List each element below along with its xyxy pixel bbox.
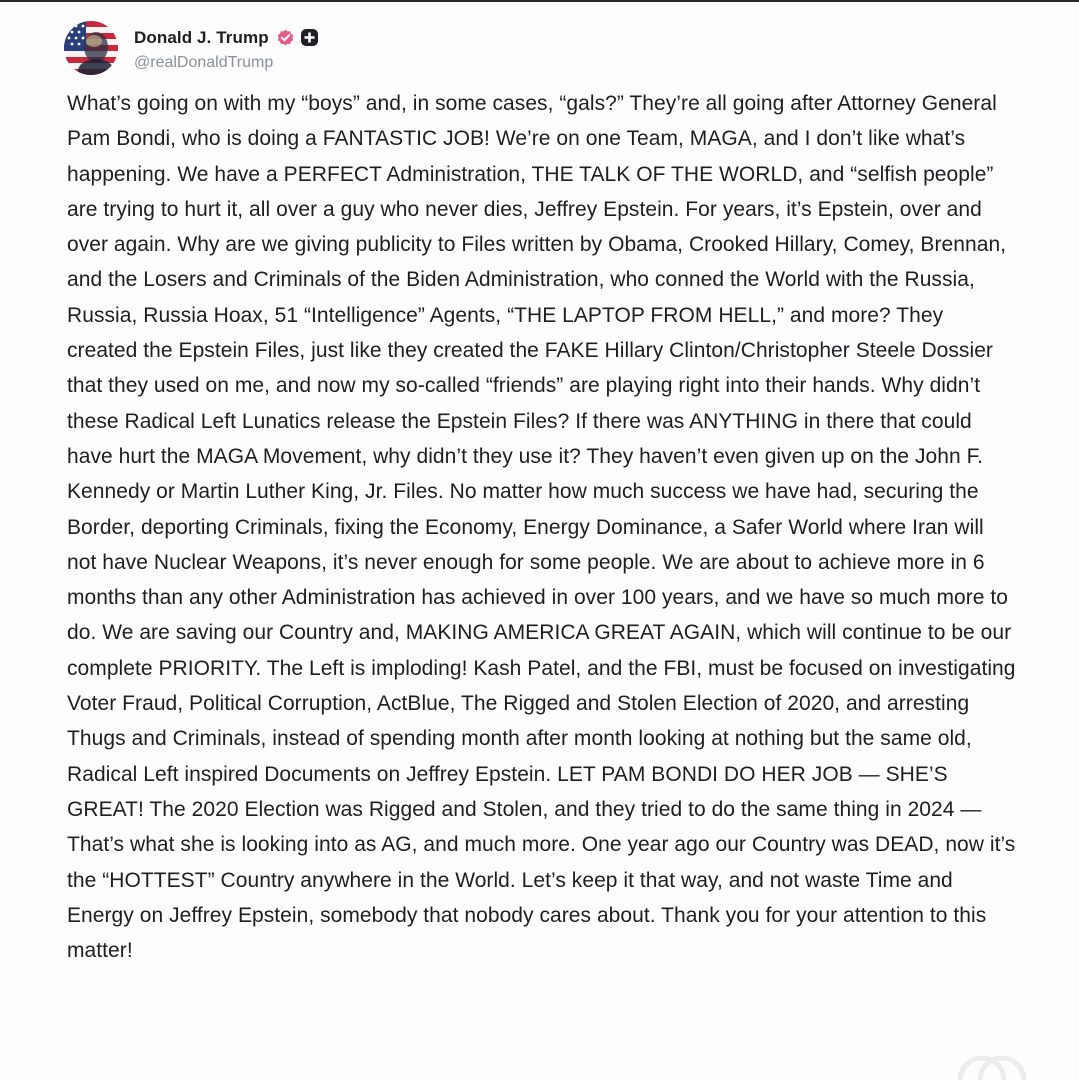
author-avatar[interactable]	[64, 21, 118, 75]
watermark-logo-icon	[950, 1050, 1030, 1080]
author-identity	[134, 25, 319, 72]
author-display-name[interactable]: Donald J. Trump	[134, 27, 269, 47]
post-header	[64, 18, 319, 78]
post-body-text: What’s going on with my “boys” and, in some cases, “gals?” They’re all going after Attorney General Pam Bondi, who is doing a FANTASTIC JOB! We’re on one Team, MAGA, and I don’t like what’s happening. We have a PERFECT Administration, THE TALK OF THE WORLD, and “selfish people” are trying to hurt it, all over a guy who never dies, Jeffrey Epstein. For years, it’s Epstein, over and over again. Why are we giving publicity to Files written by Obama, Crooked Hillary, Comey, Brennan, and the Losers and Criminals of the Biden Administration, who conned the World with the Russia, Russia, Russia Hoax, 51 “Intelligence” Agents, “THE LAPTOP FROM HELL,” and more? They created the Epstein Files, just like they created the FAKE Hillary Clinton/Christopher Steele Dossier that they used on me, and now my so-called “friends” are playing right into their hands. Why didn’t these Radical Left Lunatics release the Epstein Files? If there was ANYTHING in there that could have hurt the MAGA Movement, why didn’t they use it? They haven’t even given up on the John F. Kennedy or Martin Luther King, Jr. Files. No matter how much success we have had, securing the Border, deporting Criminals, fixing the Economy, Energy Dominance, a Safer World where Iran will not have Nuclear Weapons, it’s never enough for some people. We are about to achieve more in 6 months than any other Administration has achieved in over 100 years, and we have so much more to do. We are saving our Country and, MAKING AMERICA GREAT AGAIN, which will continue to be our complete PRIORITY. The Left is imploding! Kash Patel, and the FBI, must be focused on investigating Voter Fraud, Political Corruption, ActBlue, The Rigged and Stolen Election of 2020, and arresting Thugs and Criminals, instead of spending month after month looking at nothing but the same old, Radical Left inspired Documents on Jeffrey Epstein. LET PAM BONDI DO HER JOB — SHE’S GREAT! The 2020 Election was Rigged and Stolen, and they tried to do the same thing in 2024 — That’s what she is looking into as AG, and much more. One year ago our Country was DEAD, now it’s the “HOTTEST” Country anywhere in the World. Let’s keep it that way, and not waste Time and Energy on Jeffrey Epstein, somebody that nobody cares about. Thank you for your attention to this matter!	[67, 92, 1016, 963]
plus-badge-icon	[300, 28, 319, 47]
author-handle[interactable]: @realDonaldTrump	[134, 53, 274, 71]
verified-badge-icon	[276, 28, 295, 47]
avatar-flag-portrait-icon	[64, 21, 118, 75]
author-name-row	[134, 25, 319, 51]
